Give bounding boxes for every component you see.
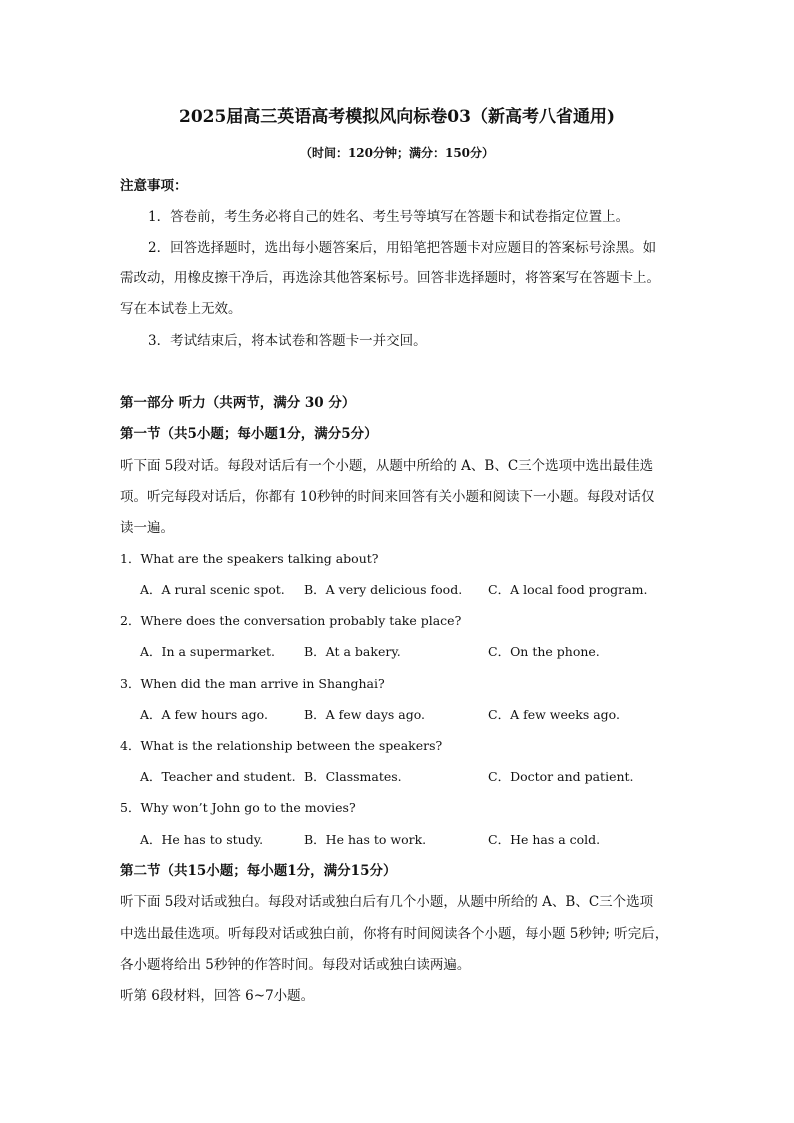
question-3-option-b: B．A few days ago.: [304, 707, 426, 722]
question-3: 3．When did the man arrive in Shanghai?: [120, 676, 385, 691]
section2-intro-line-1: 听下面 5段对话或独白。每段对话或独白后有几个小题，从题中所给的 A、B、C三个选项: [120, 894, 654, 910]
question-3-option-a: A．A few hours ago.: [140, 707, 268, 722]
notes-item-2-line-3: 写在本试卷上无效。: [120, 301, 242, 317]
question-5-option-b: B．He has to work.: [304, 832, 427, 847]
section2-heading: 第二节（共15小题；每小题1分，满分15分）: [120, 863, 397, 879]
notes-item-1: 1．答卷前，考生务必将自己的姓名、考生号等填写在答题卡和试卷指定位置上。: [148, 209, 630, 225]
section1-heading: 第一节（共5小题；每小题1分，满分5分）: [120, 426, 378, 442]
page-title: 2025届高三英语高考模拟风向标卷03（新高考八省通用): [178, 107, 615, 127]
material-6-note: 听第 6段材料，回答 6~7小题。: [120, 988, 315, 1004]
question-5-option-c: C．He has a cold.: [488, 832, 601, 847]
part1-heading: 第一部分 听力（共两节，满分 30 分）: [120, 395, 356, 411]
question-2: 2．Where does the conversation probably take place?: [120, 613, 462, 628]
notes-heading: 注意事项：: [120, 178, 188, 194]
question-1: 1．What are the speakers talking about?: [120, 551, 379, 566]
question-2-option-b: B．At a bakery.: [304, 644, 401, 659]
question-4-option-b: B．Classmates.: [304, 769, 402, 784]
section2-intro-line-3: 各小题将给出 5秒钟的作答时间。每段对话或独白读两遍。: [120, 957, 471, 973]
question-4-option-c: C．Doctor and patient.: [488, 769, 634, 784]
question-3-option-c: C．A few weeks ago.: [488, 707, 620, 722]
question-4: 4．What is the relationship between the speakers?: [120, 738, 443, 753]
question-1-option-a: A．A rural scenic spot.: [140, 582, 285, 597]
notes-item-2-line-2: 需改动，用橡皮擦干净后，再选涂其他答案标号。回答非选择题时，将答案写在答题卡上。: [120, 270, 660, 286]
section1-intro-line-2: 项。听完每段对话后，你都有 10秒钟的时间来回答有关小题和阅读下一小题。每段对话仅: [120, 489, 655, 505]
notes-item-2-line-1: 2．回答选择题时，选出每小题答案后，用铅笔把答题卡对应题目的答案标号涂黑。如: [148, 240, 657, 256]
question-1-option-b: B．A very delicious food.: [304, 582, 463, 597]
section1-intro-line-3: 读一遍。: [120, 520, 174, 536]
notes-item-3: 3．考试结束后，将本试卷和答题卡一并交回。: [148, 333, 427, 349]
question-2-option-c: C．On the phone.: [488, 644, 600, 659]
question-2-option-a: A．In a supermarket.: [140, 644, 276, 659]
question-5: 5．Why won’t John go to the movies?: [120, 800, 356, 815]
question-5-option-a: A．He has to study.: [140, 832, 264, 847]
section2-intro-line-2: 中选出最佳选项。听每段对话或独白前，你将有时间阅读各个小题，每小题 5秒钟; 听完后，: [120, 926, 669, 942]
section1-intro-line-1: 听下面 5段对话。每段对话后有一个小题，从题中所给的 A、B、C三个选项中选出最佳选: [120, 458, 654, 474]
exam-time-score: （时间：120分钟；满分：150分）: [299, 146, 495, 160]
question-4-option-a: A．Teacher and student.: [140, 769, 296, 784]
question-1-option-c: C．A local food program.: [488, 582, 648, 597]
